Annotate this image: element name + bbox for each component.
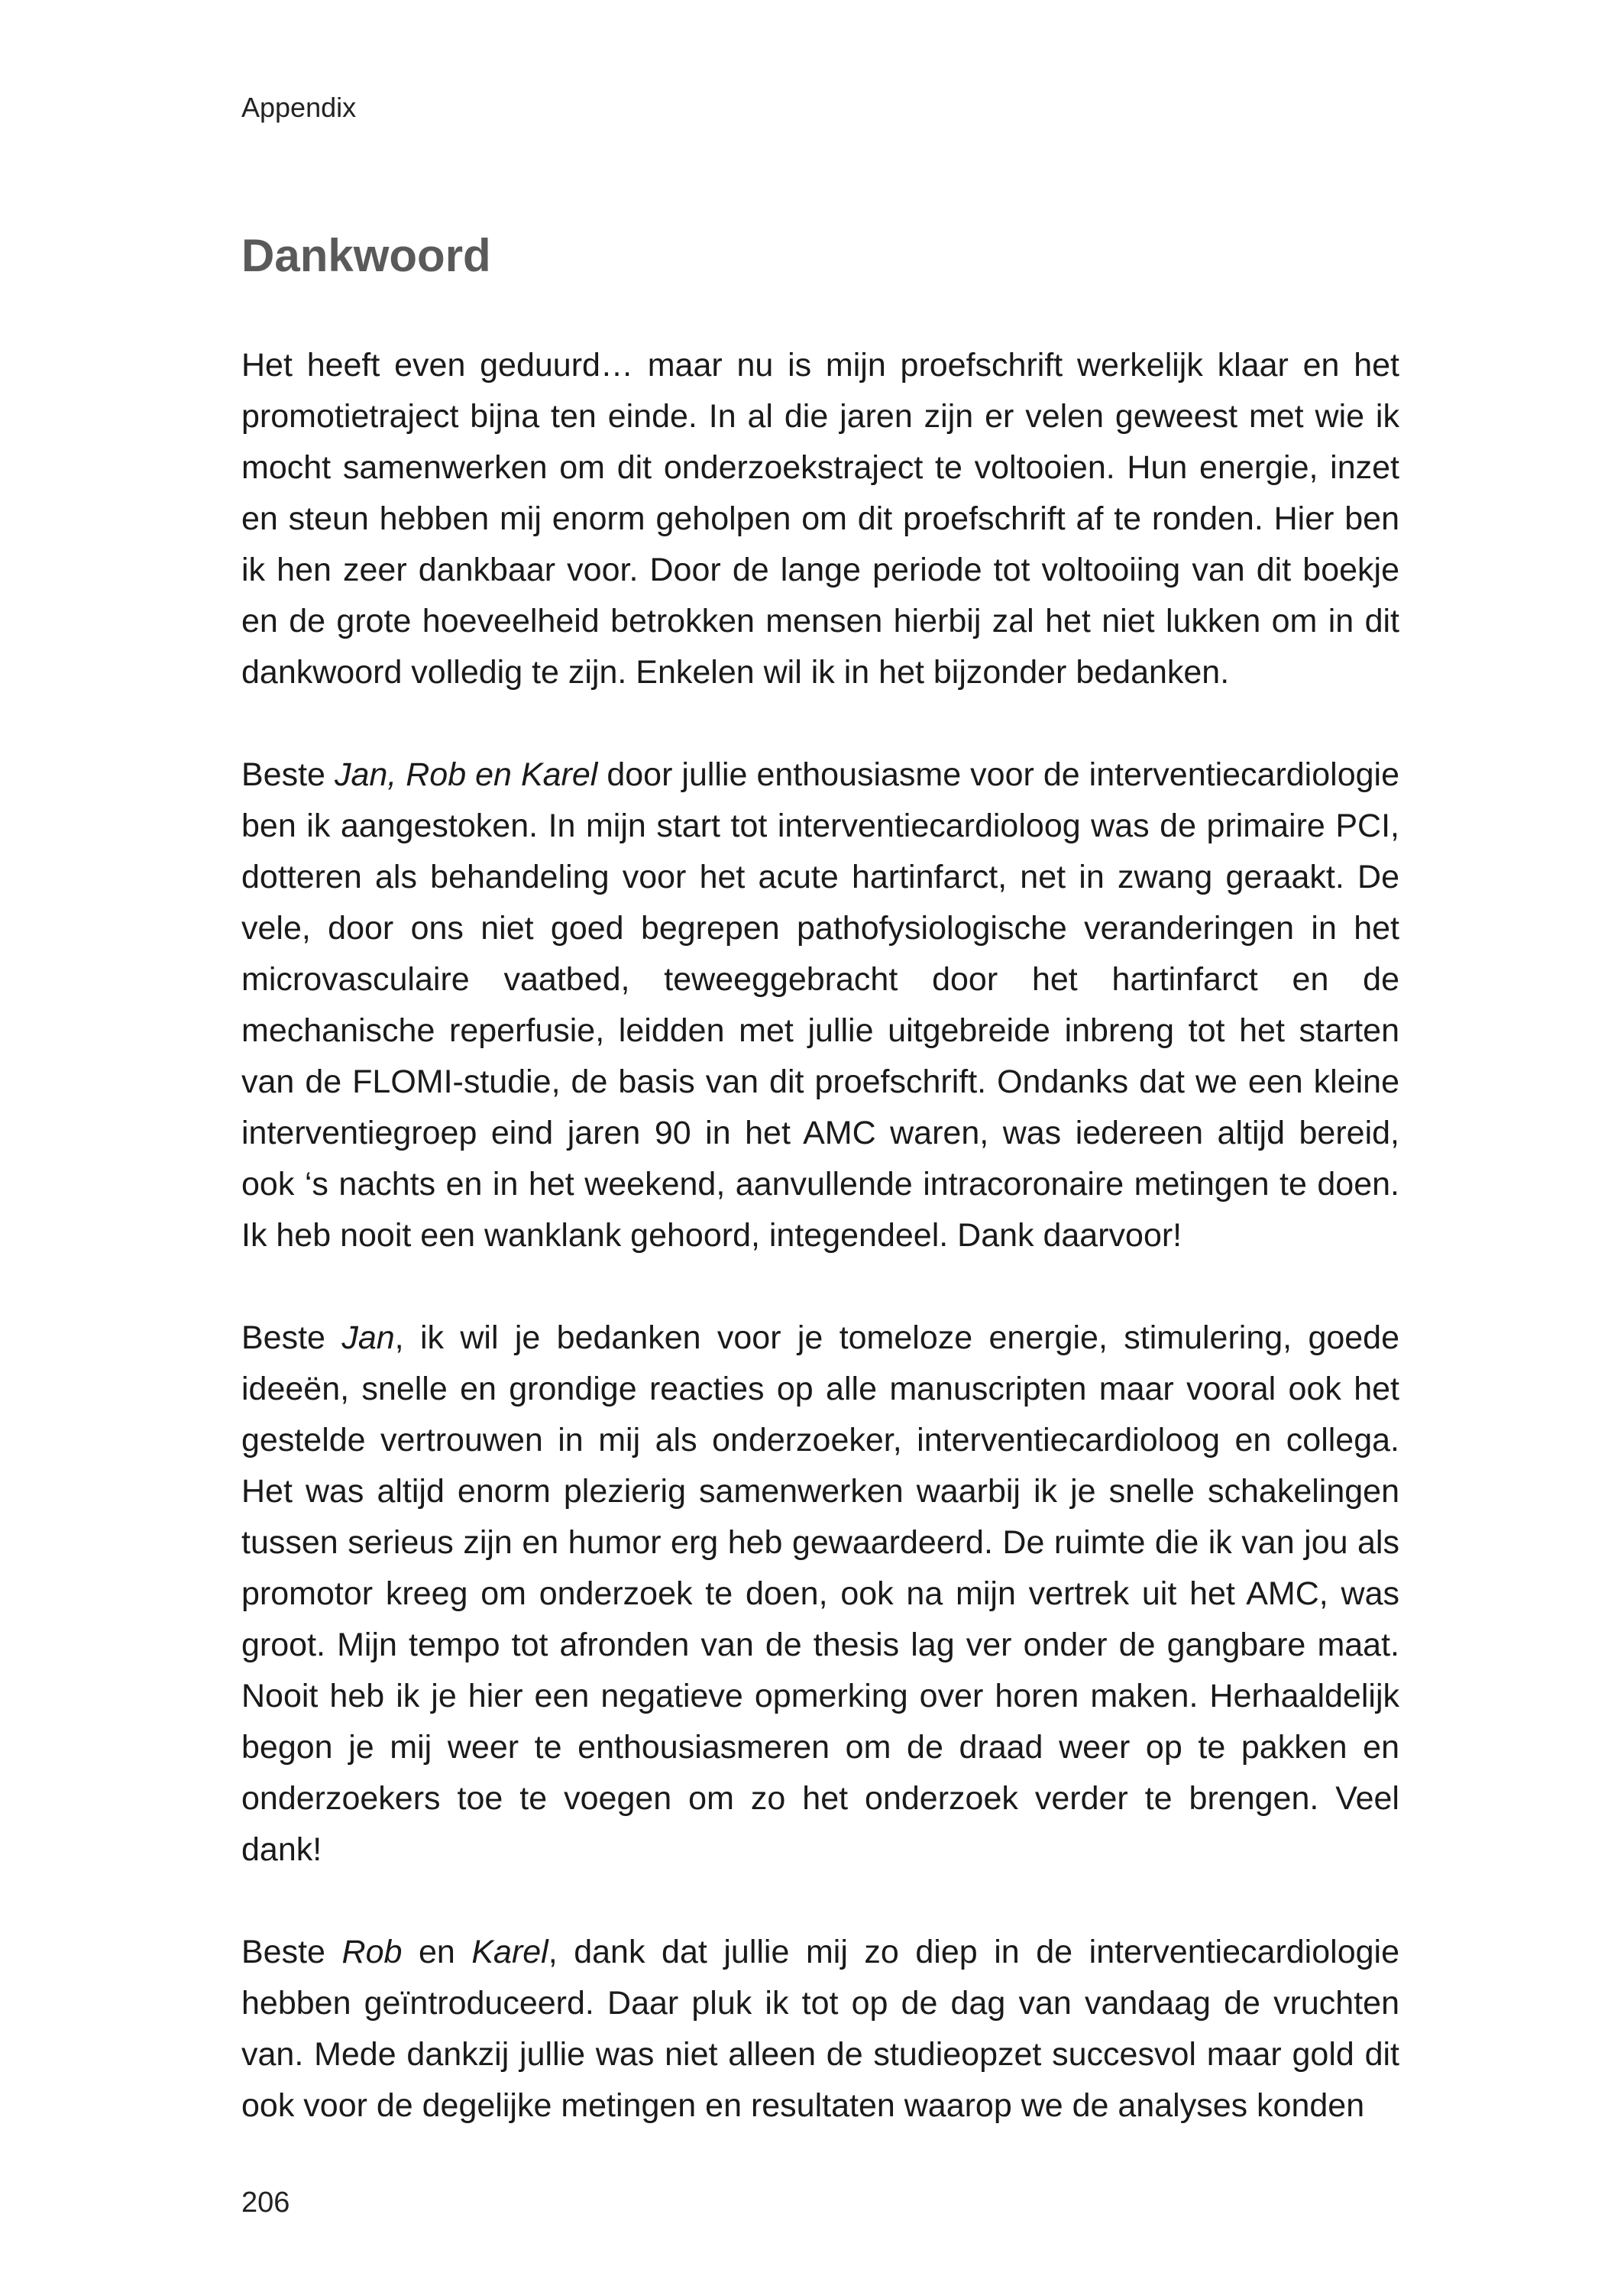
paragraph-jan-rob-karel bbox=[241, 749, 1399, 1261]
text-run: Beste bbox=[241, 1319, 342, 1356]
italic-names: Jan, Rob en Karel bbox=[334, 756, 598, 793]
text-run: , ik wil je bedanken voor je tomeloze energie, stimulering, goede ideeën, snelle en grondige reacties op alle manuscripten maar vooral ook het gestelde vertrouwen in mij als onderzoeker, interventiecardioloog en collega. Het was altijd enorm plezierig samenwerken waarbij ik je snelle schakelingen tussen serieus zijn en humor erg heb gewaardeerd. De ruimte die ik van jou als promotor kreeg om onderzoek te doen, ook na mijn vertrek uit het AMC, was groot. Mijn tempo tot afronden van de thesis lag ver onder de gangbare maat. Nooit heb ik je hier een negatieve opmerking over horen maken. Herhaaldelijk begon je mij weer te enthousiasmeren om de draad weer op te pakken en onderzoekers toe te voegen om zo het onderzoek verder te brengen. Veel dank! bbox=[241, 1319, 1400, 1868]
running-header: Appendix bbox=[241, 92, 357, 123]
paragraph-intro: Het heeft even geduurd… maar nu is mijn proefschrift werkelijk klaar en het promotietraject bijna ten einde. In al die jaren zijn er velen geweest met wie ik mocht samenwerken om dit onderzoekstraject te voltooien. Hun energie, inzet en steun hebben mij enorm geholpen om dit proefschrift af te ronden. Hier ben ik hen zeer dankbaar voor. Door de lange periode tot voltooiing van dit boekje en de grote hoeveelheid betrokken mensen hierbij zal het niet lukken om in dit dankwoord volledig te zijn. Enkelen wil ik in het bijzonder bedanken. bbox=[241, 347, 1399, 691]
text-run: en bbox=[402, 1934, 472, 1970]
page-number: 206 bbox=[241, 2187, 290, 2219]
body-text bbox=[241, 340, 1399, 2183]
text-run: door jullie enthousiasme voor de interventiecardiologie ben ik aangestoken. In mijn start tot interventiecardioloog was de primaire PCI, dotteren als behandeling voor het acute hartinfarct, net in zwang geraakt. De vele, door ons niet goed begrepen pathofysiologische veranderingen in het microvasculaire vaatbed, teweeggebracht door het hartinfarct en de mechanische reperfusie, leidden met jullie uitgebreide inbreng tot het starten van de FLOMI-studie, de basis van dit proefschrift. Ondanks dat we een kleine interventiegroep eind jaren 90 in het AMC waren, was iedereen altijd bereid, ook ‘s nachts en in het weekend, aanvullende intracoronaire metingen te doen. Ik heb nooit een wanklank gehoord, integendeel. Dank daarvoor! bbox=[241, 756, 1400, 1254]
italic-name: Jan bbox=[341, 1319, 395, 1356]
text-run: Beste bbox=[241, 756, 335, 793]
paragraph-jan bbox=[241, 1313, 1399, 1876]
chapter-title: Dankwoord bbox=[241, 230, 491, 281]
paragraph-rob-karel bbox=[241, 1927, 1399, 2132]
italic-name: Karel bbox=[471, 1934, 548, 1970]
italic-name: Rob bbox=[341, 1934, 403, 1970]
text-run: , dank dat jullie mij zo diep in de interventiecardiologie hebben geïntroduceerd. Daar pluk ik tot op de dag van vandaag de vruchten van. Mede dankzij jullie was niet alleen de studieopzet succesvol maar gold dit ook voor de degelijke metingen en resultaten waarop we de analyses konden bbox=[241, 1934, 1399, 2124]
text-run: Beste bbox=[241, 1934, 342, 1970]
